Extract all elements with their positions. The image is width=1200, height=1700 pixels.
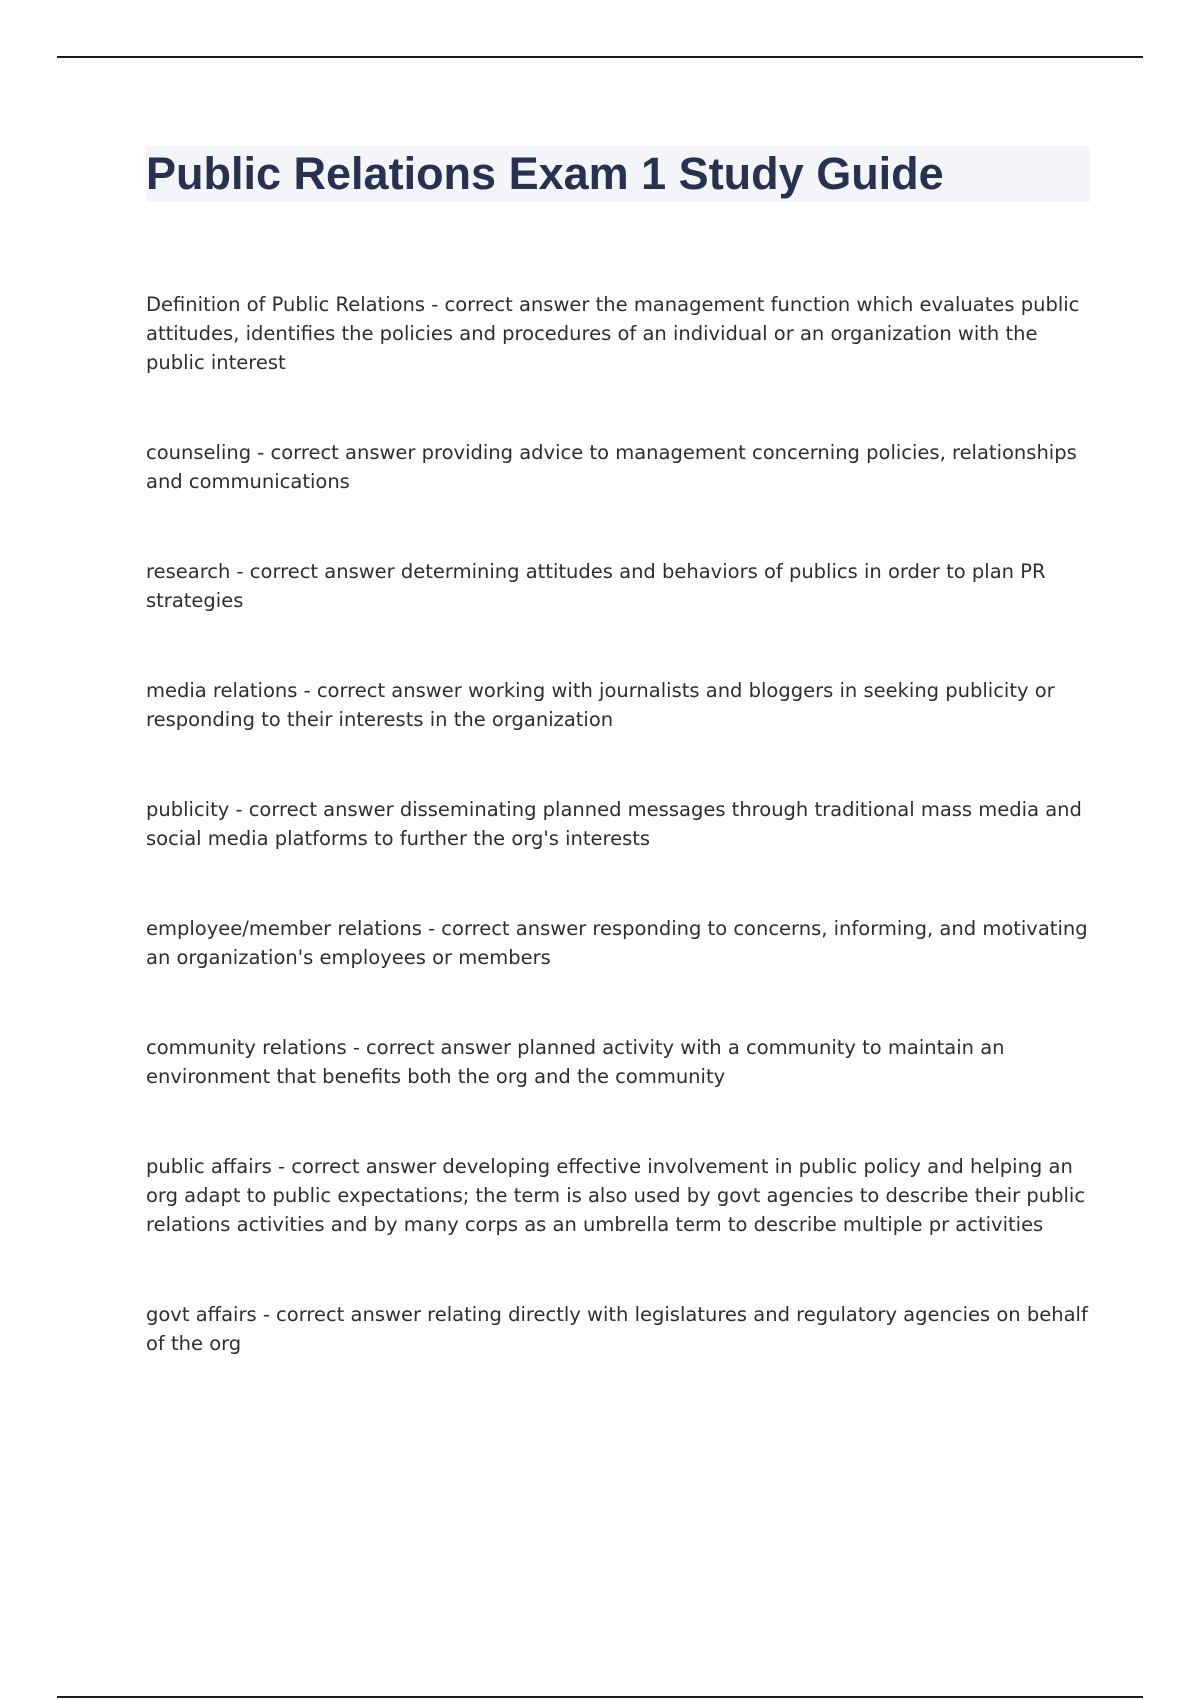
entry-research: research - correct answer determining attitudes and behaviors of publics in order to plan PR strategies — [146, 560, 1046, 612]
entry-media-relations: media relations - correct answer working with journalists and bloggers in seeking publicity or responding to their interests in the organization — [146, 679, 1055, 731]
header-rule — [57, 56, 1143, 58]
entry-public-affairs: public affairs - correct answer developing effective involvement in public policy and helping an org adapt to public expectations; the term is also used by govt agencies to describe their public relations activities and by many corps as an umbrella term to describe multiple pr activities — [146, 1155, 1086, 1236]
entry-govt-affairs: govt affairs - correct answer relating directly with legislatures and regulatory agencies on behalf of the org — [146, 1303, 1088, 1355]
entry-counseling: counseling - correct answer providing advice to management concerning policies, relationships and communications — [146, 441, 1077, 493]
entry-employee-member-relations: employee/member relations - correct answer responding to concerns, informing, and motivating an organization's employees or members — [146, 917, 1088, 969]
entry-definition-of-public-relations: Definition of Public Relations - correct answer the management function which evaluates public attitudes, identifies the policies and procedures of an individual or an organization with the public interest — [146, 293, 1080, 374]
entry-publicity: publicity - correct answer disseminating planned messages through traditional mass media and social media platforms to further the org's interests — [146, 798, 1082, 850]
study-guide-entries — [146, 290, 1090, 1358]
footer-rule — [57, 1696, 1143, 1698]
entry-community-relations: community relations - correct answer planned activity with a community to maintain an environment that benefits both the org and the community — [146, 1036, 1005, 1088]
page-title: Public Relations Exam 1 Study Guide — [146, 148, 944, 199]
